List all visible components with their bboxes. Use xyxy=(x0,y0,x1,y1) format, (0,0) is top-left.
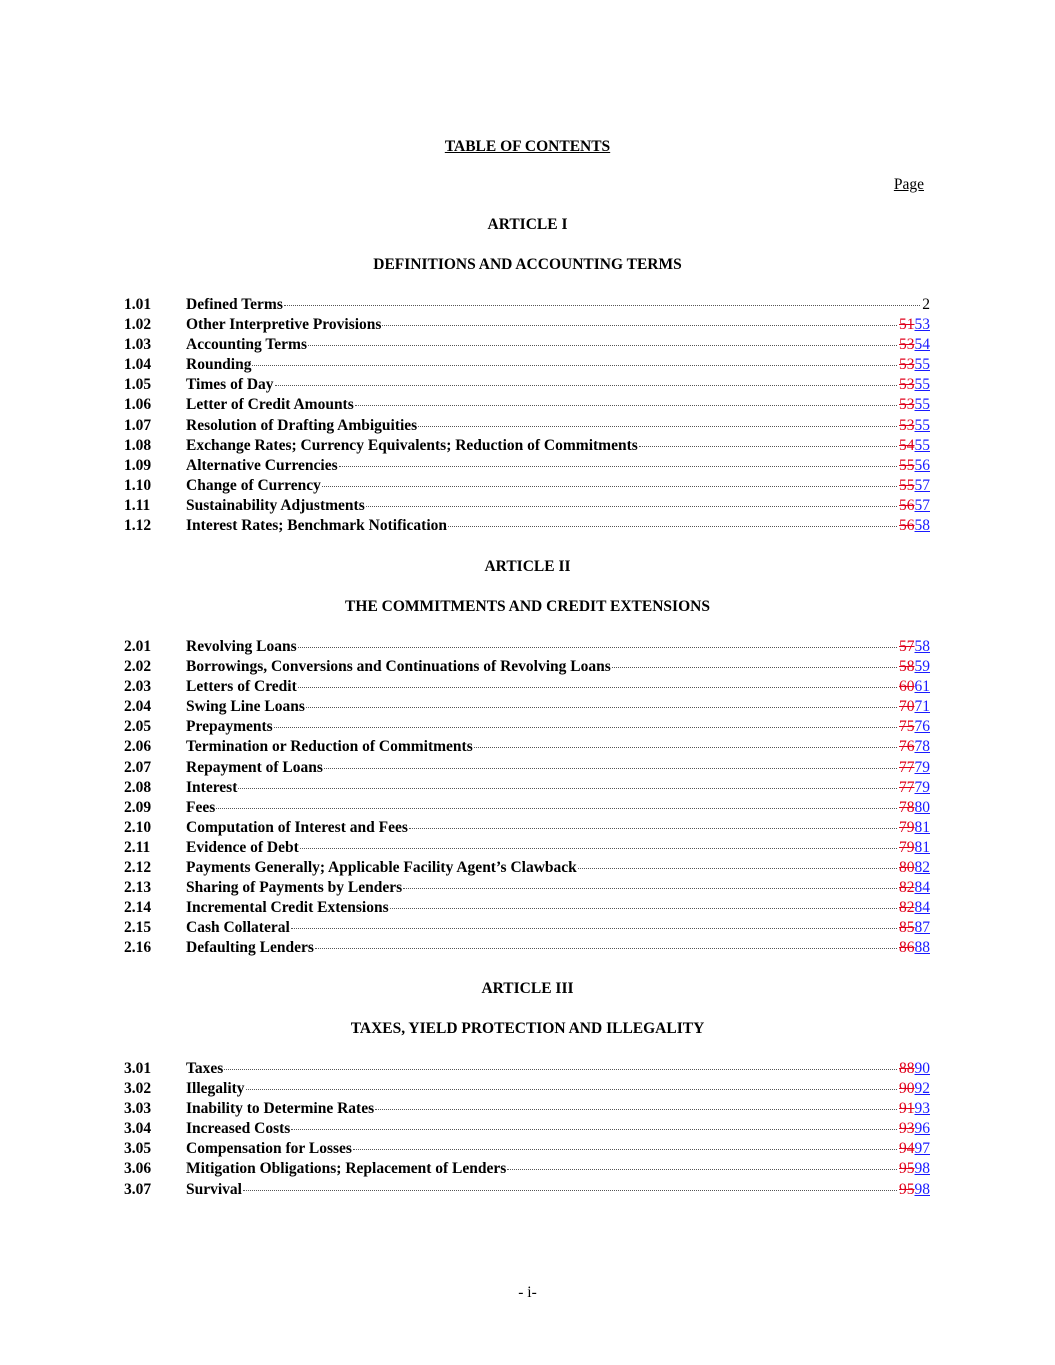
section-number: 2.16 xyxy=(124,939,152,957)
section-number: 2.04 xyxy=(124,698,152,716)
toc-entry[interactable] xyxy=(124,395,930,415)
section-title: Resolution of Drafting Ambiguities xyxy=(186,416,418,434)
section-title: Repayment of Loans xyxy=(186,758,323,776)
deleted-page-number: 60 xyxy=(899,678,915,696)
inserted-page-number[interactable]: 61 xyxy=(914,678,930,696)
dot-leader xyxy=(308,345,897,346)
toc-entry[interactable] xyxy=(124,456,930,476)
deleted-page-number: 70 xyxy=(899,698,915,716)
inserted-page-number[interactable]: 79 xyxy=(914,758,930,776)
page-number xyxy=(899,315,930,335)
section-title: Exchange Rates; Currency Equivalents; Reduction of Commitments xyxy=(186,436,638,454)
inserted-page-number[interactable]: 58 xyxy=(914,638,930,655)
deleted-page-number: 58 xyxy=(899,658,915,676)
dot-leader xyxy=(274,727,897,728)
section-number: 3.07 xyxy=(124,1180,152,1198)
section-number: 2.12 xyxy=(124,859,152,877)
section-title: Revolving Loans xyxy=(186,638,297,655)
inserted-page-number[interactable]: 96 xyxy=(914,1120,930,1138)
section-number: 2.14 xyxy=(124,899,152,917)
section-number: 1.01 xyxy=(124,296,152,313)
deleted-page-number: 78 xyxy=(899,798,915,816)
toc-entry[interactable] xyxy=(124,918,930,938)
section-number: 1.09 xyxy=(124,456,152,474)
section-title: Illegality xyxy=(186,1080,245,1098)
deleted-page-number: 54 xyxy=(899,436,915,454)
section-title: Compensation for Losses xyxy=(186,1140,352,1158)
section-number: 2.07 xyxy=(124,758,152,776)
page-number xyxy=(899,1059,930,1079)
section-number: 2.05 xyxy=(124,718,152,736)
section-title: Prepayments xyxy=(186,718,273,736)
inserted-page-number[interactable]: 98 xyxy=(914,1180,930,1198)
page-number xyxy=(899,1099,930,1119)
section-title: Defined Terms xyxy=(186,296,283,313)
page-number xyxy=(899,838,930,858)
section-number: 2.01 xyxy=(124,638,152,655)
page-number xyxy=(922,295,930,315)
dot-leader xyxy=(409,828,897,829)
section-title: Swing Line Loans xyxy=(186,698,305,716)
inserted-page-number[interactable]: 53 xyxy=(914,316,930,334)
section-title: Other Interpretive Provisions xyxy=(186,316,382,334)
inserted-page-number[interactable]: 84 xyxy=(914,879,930,897)
section-number: 1.04 xyxy=(124,356,152,374)
section-title: Times of Day xyxy=(186,376,274,394)
dot-leader xyxy=(252,365,897,366)
section-number: 1.05 xyxy=(124,376,152,394)
inserted-page-number[interactable]: 57 xyxy=(914,476,930,494)
section-number: 3.04 xyxy=(124,1120,152,1138)
deleted-page-number: 82 xyxy=(899,899,915,917)
dot-leader xyxy=(507,1169,897,1170)
toc-entry[interactable] xyxy=(124,375,930,395)
section-number: 3.05 xyxy=(124,1140,152,1158)
page-number xyxy=(899,416,930,436)
page-number xyxy=(899,637,930,657)
dot-leader xyxy=(448,526,897,527)
page-number xyxy=(899,818,930,838)
inserted-page-number[interactable]: 90 xyxy=(914,1060,930,1077)
toc-entry[interactable] xyxy=(124,657,930,677)
deleted-page-number: 53 xyxy=(899,336,915,354)
section-number: 1.11 xyxy=(124,496,151,514)
section-number: 2.15 xyxy=(124,919,152,937)
section-title: Mitigation Obligations; Replacement of Lenders xyxy=(186,1160,507,1178)
dot-leader xyxy=(224,1069,897,1070)
inserted-page-number[interactable]: 92 xyxy=(914,1080,930,1098)
inserted-page-number[interactable]: 82 xyxy=(914,859,930,877)
inserted-page-number[interactable]: 58 xyxy=(914,517,930,535)
inserted-page-number[interactable]: 55 xyxy=(914,376,930,394)
dot-leader xyxy=(612,667,897,668)
toc-entry[interactable] xyxy=(124,1159,930,1179)
inserted-page-number[interactable]: 81 xyxy=(914,818,930,836)
page-number xyxy=(899,858,930,878)
deleted-page-number: 85 xyxy=(899,919,915,937)
deleted-page-number: 80 xyxy=(899,859,915,877)
deleted-page-number: 53 xyxy=(899,396,915,414)
inserted-page-number[interactable]: 55 xyxy=(914,416,930,434)
dot-leader xyxy=(315,948,897,949)
toc-entry[interactable] xyxy=(124,1180,930,1200)
section-title: Evidence of Debt xyxy=(186,838,299,856)
page-number xyxy=(899,456,930,476)
section-number: 2.10 xyxy=(124,818,152,836)
deleted-page-number: 55 xyxy=(899,456,915,474)
article-heading: DEFINITIONS AND ACCOUNTING TERMS xyxy=(373,256,682,273)
section-number: 2.13 xyxy=(124,879,152,897)
inserted-page-number[interactable]: 55 xyxy=(914,356,930,374)
inserted-page-number[interactable]: 88 xyxy=(914,939,930,957)
dot-leader xyxy=(322,486,897,487)
page-number xyxy=(899,758,930,778)
section-title: Cash Collateral xyxy=(186,919,290,937)
inserted-page-number[interactable]: 55 xyxy=(914,396,930,414)
page-number xyxy=(899,938,930,958)
inserted-page-number[interactable]: 54 xyxy=(914,336,930,354)
deleted-page-number: 57 xyxy=(899,638,915,655)
page-number xyxy=(899,1180,930,1200)
page-number xyxy=(899,717,930,737)
inserted-page-number[interactable]: 79 xyxy=(914,778,930,796)
page-number xyxy=(899,677,930,697)
toc-entry[interactable] xyxy=(124,516,930,536)
section-number: 1.02 xyxy=(124,316,152,334)
inserted-page-number[interactable]: 93 xyxy=(914,1100,930,1118)
page-number-value: 2 xyxy=(922,296,930,313)
section-number: 2.06 xyxy=(124,738,152,756)
toc-entry[interactable] xyxy=(124,938,930,958)
toc-entry[interactable] xyxy=(124,637,930,657)
dot-leader xyxy=(339,466,897,467)
section-number: 1.12 xyxy=(124,517,152,535)
page-number xyxy=(899,436,930,456)
inserted-page-number[interactable]: 84 xyxy=(914,899,930,917)
dot-leader xyxy=(275,385,897,386)
page-number xyxy=(899,375,930,395)
section-number: 3.06 xyxy=(124,1160,152,1178)
toc-entry[interactable] xyxy=(124,758,930,778)
toc-entry[interactable] xyxy=(124,717,930,737)
section-number: 3.02 xyxy=(124,1080,152,1098)
inserted-page-number[interactable]: 57 xyxy=(914,496,930,514)
dot-leader xyxy=(375,1109,897,1110)
article-heading: THE COMMITMENTS AND CREDIT EXTENSIONS xyxy=(345,598,710,615)
dot-leader xyxy=(390,908,897,909)
inserted-page-number[interactable]: 76 xyxy=(914,718,930,736)
page-number xyxy=(899,1079,930,1099)
deleted-page-number: 93 xyxy=(899,1120,915,1138)
inserted-page-number[interactable]: 87 xyxy=(914,919,930,937)
toc-entry[interactable] xyxy=(124,1139,930,1159)
dot-leader xyxy=(243,1190,897,1191)
toc-entry[interactable] xyxy=(124,737,930,757)
inserted-page-number[interactable]: 71 xyxy=(914,698,930,716)
toc-entry[interactable] xyxy=(124,335,930,355)
page-number xyxy=(899,1119,930,1139)
deleted-page-number: 94 xyxy=(899,1140,915,1158)
page-number xyxy=(899,355,930,375)
dot-leader xyxy=(639,446,897,447)
inserted-page-number[interactable]: 98 xyxy=(914,1160,930,1178)
section-number: 1.08 xyxy=(124,436,152,454)
deleted-page-number: 88 xyxy=(899,1060,915,1077)
section-title: Incremental Credit Extensions xyxy=(186,899,389,917)
page-number xyxy=(899,1139,930,1159)
section-title: Fees xyxy=(186,798,216,816)
deleted-page-number: 56 xyxy=(899,517,915,535)
section-title: Increased Costs xyxy=(186,1120,291,1138)
section-title: Alternative Currencies xyxy=(186,456,338,474)
toc-entry[interactable] xyxy=(124,898,930,918)
dot-leader xyxy=(284,305,920,306)
dot-leader xyxy=(324,768,897,769)
section-number: 2.03 xyxy=(124,678,152,696)
toc-entry[interactable] xyxy=(124,697,930,717)
section-title: Termination or Reduction of Commitments xyxy=(186,738,473,756)
section-number: 3.03 xyxy=(124,1100,152,1118)
page-number xyxy=(899,657,930,677)
inserted-page-number[interactable]: 78 xyxy=(914,738,930,756)
section-title: Taxes xyxy=(186,1060,224,1077)
section-title: Rounding xyxy=(186,356,252,374)
section-title: Interest xyxy=(186,778,238,796)
toc-entry[interactable] xyxy=(124,1099,930,1119)
dot-leader xyxy=(578,868,897,869)
dot-leader xyxy=(238,788,897,789)
article-label: ARTICLE I xyxy=(487,216,568,233)
toc-entry[interactable] xyxy=(124,858,930,878)
toc-entry[interactable] xyxy=(124,355,930,375)
toc-entry[interactable] xyxy=(124,838,930,858)
section-number: 2.09 xyxy=(124,798,152,816)
page-number xyxy=(899,697,930,717)
section-number: 2.08 xyxy=(124,778,152,796)
inserted-page-number[interactable]: 56 xyxy=(914,456,930,474)
dot-leader xyxy=(306,707,897,708)
section-title: Letters of Credit xyxy=(186,678,297,696)
deleted-page-number: 56 xyxy=(899,496,915,514)
page-number xyxy=(899,737,930,757)
toc-entry[interactable] xyxy=(124,778,930,798)
toc-list xyxy=(124,295,930,536)
section-title: Change of Currency xyxy=(186,476,321,494)
toc-list xyxy=(124,1059,930,1200)
dot-leader xyxy=(403,888,897,889)
deleted-page-number: 86 xyxy=(899,939,915,957)
deleted-page-number: 91 xyxy=(899,1100,915,1118)
deleted-page-number: 77 xyxy=(899,778,915,796)
toc-entry[interactable] xyxy=(124,818,930,838)
deleted-page-number: 95 xyxy=(899,1160,915,1178)
section-title: Computation of Interest and Fees xyxy=(186,818,408,836)
page-number xyxy=(899,798,930,818)
deleted-page-number: 79 xyxy=(899,818,915,836)
article-label: ARTICLE II xyxy=(484,558,571,575)
section-number: 1.07 xyxy=(124,416,152,434)
deleted-page-number: 53 xyxy=(899,376,915,394)
toc-entry[interactable] xyxy=(124,1059,930,1079)
deleted-page-number: 82 xyxy=(899,879,915,897)
section-title: Borrowings, Conversions and Continuations of Revolving Loans xyxy=(186,658,611,676)
section-title: Defaulting Lenders xyxy=(186,939,314,957)
toc-entry[interactable] xyxy=(124,878,930,898)
dot-leader xyxy=(291,1129,897,1130)
page-footer: - i- xyxy=(518,1284,537,1301)
page-column-label: Page xyxy=(893,176,924,193)
dot-leader xyxy=(366,506,897,507)
deleted-page-number: 55 xyxy=(899,476,915,494)
deleted-page-number: 75 xyxy=(899,718,915,736)
section-title: Inability to Determine Rates xyxy=(186,1100,375,1118)
deleted-page-number: 95 xyxy=(899,1180,915,1198)
page-number xyxy=(899,476,930,496)
page-number xyxy=(899,878,930,898)
section-number: 3.01 xyxy=(124,1060,152,1077)
toc-title: TABLE OF CONTENTS xyxy=(444,138,611,155)
section-number: 2.02 xyxy=(124,658,152,676)
section-title: Interest Rates; Benchmark Notification xyxy=(186,517,448,535)
section-title: Payments Generally; Applicable Facility Agent’s Clawback xyxy=(186,859,577,877)
toc-entry[interactable] xyxy=(124,1079,930,1099)
deleted-page-number: 53 xyxy=(899,416,915,434)
inserted-page-number[interactable]: 97 xyxy=(914,1140,930,1158)
article-label: ARTICLE III xyxy=(481,980,574,997)
section-number: 1.06 xyxy=(124,396,152,414)
section-title: Survival xyxy=(186,1180,242,1198)
dot-leader xyxy=(216,808,897,809)
dot-leader xyxy=(353,1149,897,1150)
inserted-page-number[interactable]: 81 xyxy=(914,838,930,856)
toc-entry[interactable] xyxy=(124,416,930,436)
toc-entry[interactable] xyxy=(124,496,930,516)
dot-leader xyxy=(418,426,897,427)
dot-leader xyxy=(382,325,897,326)
page-number xyxy=(899,918,930,938)
section-title: Sustainability Adjustments xyxy=(186,496,365,514)
deleted-page-number: 90 xyxy=(899,1080,915,1098)
deleted-page-number: 53 xyxy=(899,356,915,374)
dot-leader xyxy=(291,928,897,929)
dot-leader xyxy=(298,647,897,648)
dot-leader xyxy=(355,405,897,406)
deleted-page-number: 79 xyxy=(899,838,915,856)
toc-entry[interactable] xyxy=(124,798,930,818)
page-number xyxy=(899,1159,930,1179)
inserted-page-number[interactable]: 80 xyxy=(914,798,930,816)
inserted-page-number[interactable]: 55 xyxy=(914,436,930,454)
page-number xyxy=(899,496,930,516)
page-number xyxy=(899,335,930,355)
dot-leader xyxy=(300,848,897,849)
section-number: 2.11 xyxy=(124,838,151,856)
section-number: 1.10 xyxy=(124,476,152,494)
page-number xyxy=(899,778,930,798)
toc-entry[interactable] xyxy=(124,476,930,496)
article-heading: TAXES, YIELD PROTECTION AND ILLEGALITY xyxy=(350,1020,705,1037)
deleted-page-number: 51 xyxy=(899,316,915,334)
deleted-page-number: 76 xyxy=(899,738,915,756)
page-number xyxy=(899,898,930,918)
section-title: Sharing of Payments by Lenders xyxy=(186,879,403,897)
toc-entry[interactable] xyxy=(124,1119,930,1139)
section-title: Letter of Credit Amounts xyxy=(186,396,354,414)
page-number xyxy=(899,516,930,536)
toc-entry[interactable] xyxy=(124,436,930,456)
deleted-page-number: 77 xyxy=(899,758,915,776)
dot-leader xyxy=(246,1089,897,1090)
section-title: Accounting Terms xyxy=(186,336,307,354)
toc-entry[interactable] xyxy=(124,677,930,697)
section-number: 1.03 xyxy=(124,336,152,354)
toc-list xyxy=(124,637,930,959)
dot-leader xyxy=(474,747,897,748)
inserted-page-number[interactable]: 59 xyxy=(914,658,930,676)
dot-leader xyxy=(298,687,897,688)
toc-entry[interactable] xyxy=(124,315,930,335)
toc-entry[interactable] xyxy=(124,295,930,315)
page-number xyxy=(899,395,930,415)
